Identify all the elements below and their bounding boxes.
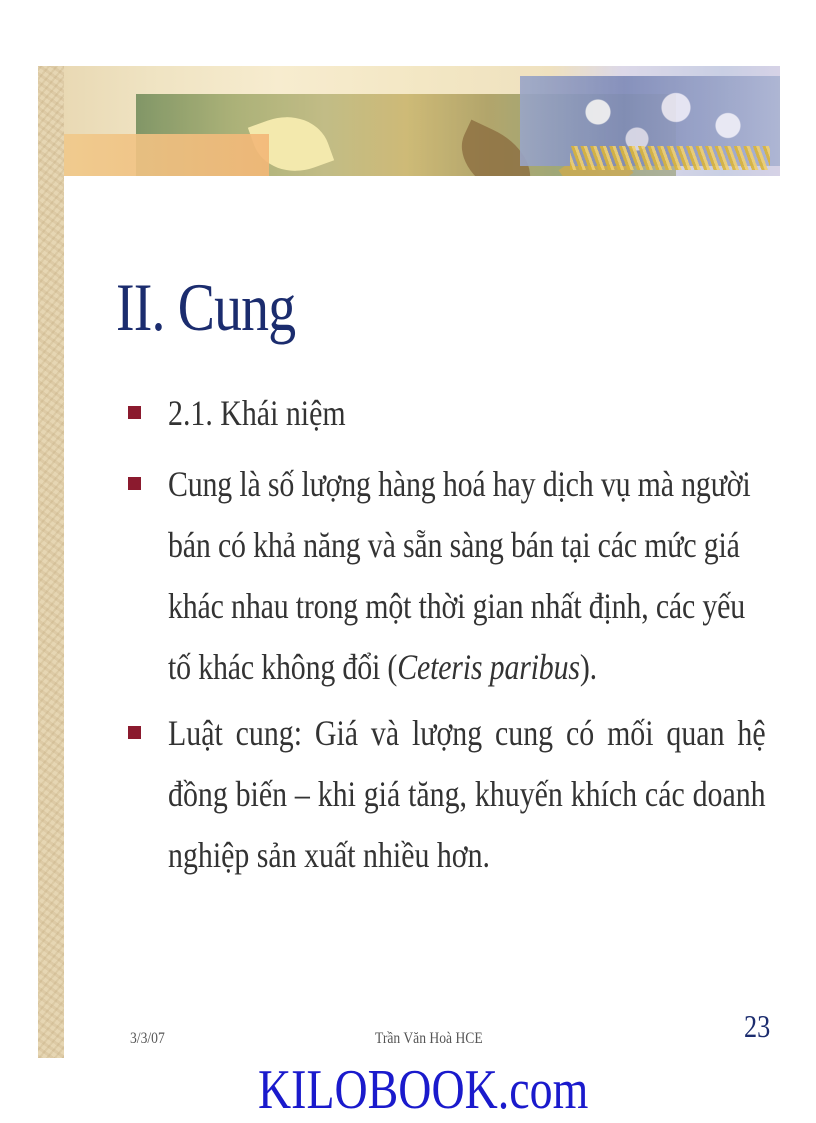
banner-gold-grass [570, 146, 770, 170]
bullet-item [128, 454, 768, 698]
bullet-marker-icon [128, 726, 141, 739]
watermark-link[interactable]: KILOBOOK.com [258, 1059, 589, 1121]
bullet-marker-icon [128, 477, 141, 490]
footer-date: 3/3/07 [130, 1030, 165, 1047]
bullet-text-end: ). [579, 647, 597, 687]
bullet-list [128, 383, 768, 886]
slide-title: II. Cung [116, 269, 296, 345]
banner-orange-block [64, 134, 269, 176]
decorative-top-banner [64, 66, 780, 176]
bullet-text [168, 454, 766, 698]
footer-author: Trần Văn Hoà HCE [375, 1030, 483, 1047]
bullet-text: 2.1. Khái niệm [168, 393, 346, 433]
bullet-text-italic: Ceteris paribus [397, 647, 580, 687]
bullet-text: Luật cung: Giá và lượng cung có mối quan hệ đồng biến – khi giá tăng, khuyến khích các doanh nghiệp sản xuất nhiều hơn. [168, 713, 766, 875]
bullet-item [128, 383, 768, 444]
bullet-marker-icon [128, 406, 141, 419]
bullet-item [128, 703, 768, 886]
bullet-text-main: Cung là số lượng hàng hoá hay dịch vụ mà người bán có khả năng và sẵn sàng bán tại các mức giá khác nhau trong một thời gian nhất định, các yếu tố khác không đổi ( [168, 464, 751, 687]
page-number: 23 [744, 1008, 771, 1044]
decorative-left-bar [38, 66, 64, 1058]
